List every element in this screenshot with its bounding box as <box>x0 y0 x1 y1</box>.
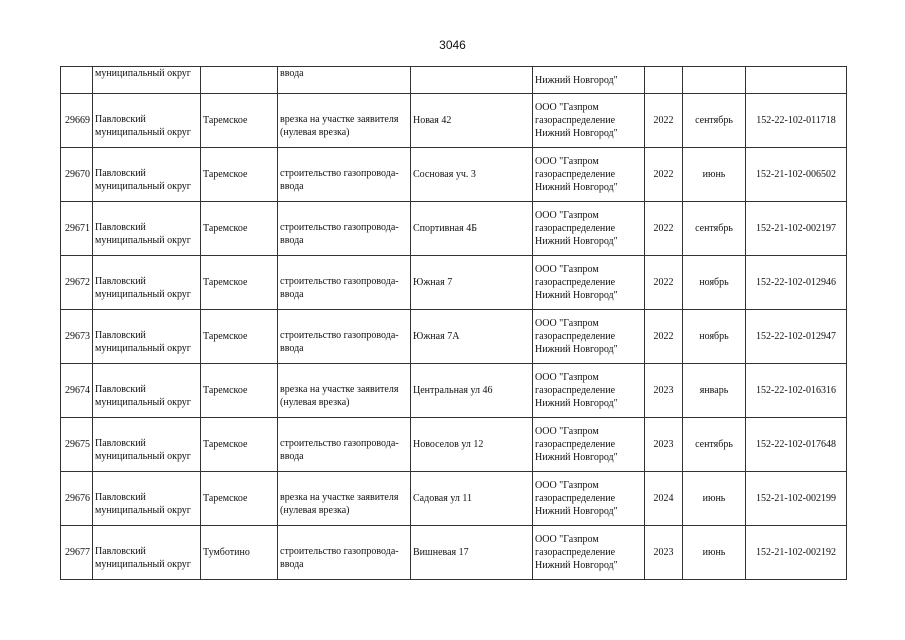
settlement-cell-text: Таремское <box>203 223 248 234</box>
row-number <box>61 310 93 364</box>
code-cell <box>746 526 847 580</box>
row-number <box>61 256 93 310</box>
settlement-cell <box>201 472 278 526</box>
year-cell <box>645 202 683 256</box>
month-cell <box>683 94 746 148</box>
address-cell-text: Сосновая уч. 3 <box>413 169 476 180</box>
work-type-cell-text: строительство газопровода- ввода <box>280 329 399 354</box>
settlement-cell <box>201 202 278 256</box>
work-type-cell <box>278 472 411 526</box>
work-type-cell-text: врезка на участке заявителя (нулевая врезка) <box>280 383 399 408</box>
code-cell <box>746 148 847 202</box>
work-type-cell <box>278 256 411 310</box>
row-number-text: 29676 <box>65 493 90 504</box>
table-row <box>61 202 847 256</box>
organization-cell <box>533 526 645 580</box>
month-cell-text: январь <box>699 385 729 396</box>
code-cell-text: 152-22-102-011718 <box>756 115 836 126</box>
settlement-cell-text: Таремское <box>203 493 248 504</box>
settlement-cell <box>201 418 278 472</box>
address-cell <box>411 418 533 472</box>
month-cell <box>683 418 746 472</box>
table-row-continued <box>61 67 847 94</box>
organization-cell <box>533 202 645 256</box>
year-cell-text: 2022 <box>653 223 674 234</box>
year-cell <box>645 310 683 364</box>
month-cell-text: ноябрь <box>699 277 729 288</box>
district-cell-text: Павловский муниципальный округ <box>95 275 191 300</box>
address-cell-text: Садовая ул 11 <box>413 493 473 504</box>
table-row <box>61 256 847 310</box>
row-number <box>61 67 93 94</box>
district-cell <box>93 310 201 364</box>
address-cell-text: Вишневая 17 <box>413 547 469 558</box>
year-cell <box>645 364 683 418</box>
organization-cell-text: ООО "Газпром газораспределение Нижний Новгород" <box>535 102 618 139</box>
work-type-cell-text: строительство газопровода- ввода <box>280 545 399 570</box>
row-number-text: 29669 <box>65 115 90 126</box>
district-cell-text: Павловский муниципальный округ <box>95 491 191 516</box>
table-row <box>61 364 847 418</box>
organization-cell-text: ООО "Газпром газораспределение Нижний Новгород" <box>535 426 618 463</box>
district-cell <box>93 364 201 418</box>
month-cell <box>683 256 746 310</box>
code-cell-text: 152-22-102-016316 <box>756 385 836 396</box>
settlement-cell-text: Таремское <box>203 115 248 126</box>
settlement-cell <box>201 148 278 202</box>
address-cell <box>411 526 533 580</box>
address-cell <box>411 148 533 202</box>
registry-table <box>60 66 847 580</box>
table-row <box>61 472 847 526</box>
month-cell-text: ноябрь <box>699 331 729 342</box>
row-number-text: 29675 <box>65 439 90 450</box>
row-number <box>61 364 93 418</box>
district-cell <box>93 202 201 256</box>
work-type-cell-text: строительство газопровода- ввода <box>280 167 399 192</box>
work-type-cell-text: врезка на участке заявителя (нулевая врезка) <box>280 113 399 138</box>
district-cell <box>93 472 201 526</box>
settlement-cell-text: Таремское <box>203 169 248 180</box>
code-cell <box>746 310 847 364</box>
work-type-cell: ввода <box>278 67 411 94</box>
district-cell-text: Павловский муниципальный округ <box>95 221 191 246</box>
code-cell-text: 152-21-102-006502 <box>756 169 836 180</box>
address-cell <box>411 202 533 256</box>
table-row <box>61 94 847 148</box>
district-cell-text: Павловский муниципальный округ <box>95 437 191 462</box>
year-cell-text: 2022 <box>653 115 674 126</box>
address-cell-text: Новоселов ул 12 <box>413 439 484 450</box>
table-row <box>61 148 847 202</box>
work-type-cell <box>278 310 411 364</box>
month-cell-text: сентябрь <box>695 439 733 450</box>
code-cell-text: 152-21-102-002197 <box>756 223 836 234</box>
code-cell-text: 152-22-102-012947 <box>756 331 836 342</box>
settlement-cell <box>201 94 278 148</box>
month-cell <box>683 148 746 202</box>
year-cell-text: 2022 <box>653 169 674 180</box>
month-cell <box>683 67 746 94</box>
year-cell <box>645 526 683 580</box>
district-cell: муниципальный округ <box>93 67 201 94</box>
row-number-text: 29673 <box>65 331 90 342</box>
code-cell-text: 152-22-102-012946 <box>756 277 836 288</box>
organization-cell <box>533 256 645 310</box>
organization-cell-text: ООО "Газпром газораспределение Нижний Новгород" <box>535 156 618 193</box>
settlement-cell-text: Таремское <box>203 277 248 288</box>
month-cell <box>683 364 746 418</box>
work-type-cell-text: врезка на участке заявителя (нулевая врезка) <box>280 491 399 516</box>
work-type-cell <box>278 418 411 472</box>
district-cell <box>93 94 201 148</box>
organization-cell-text: ООО "Газпром газораспределение Нижний Новгород" <box>535 534 618 571</box>
district-cell <box>93 256 201 310</box>
code-cell-text: 152-21-102-002192 <box>756 547 836 558</box>
year-cell-text: 2023 <box>653 439 674 450</box>
code-cell-text: 152-21-102-002199 <box>756 493 836 504</box>
organization-cell: Нижний Новгород" <box>533 67 645 94</box>
district-cell-text: Павловский муниципальный округ <box>95 329 191 354</box>
year-cell <box>645 67 683 94</box>
organization-cell <box>533 418 645 472</box>
work-type-cell <box>278 526 411 580</box>
row-number <box>61 148 93 202</box>
code-cell <box>746 202 847 256</box>
district-cell-text: Павловский муниципальный округ <box>95 113 191 138</box>
code-cell-text: 152-22-102-017648 <box>756 439 836 450</box>
organization-cell-text: ООО "Газпром газораспределение Нижний Новгород" <box>535 318 618 355</box>
district-cell-text: Павловский муниципальный округ <box>95 383 191 408</box>
year-cell-text: 2023 <box>653 547 674 558</box>
organization-cell <box>533 364 645 418</box>
table-row <box>61 418 847 472</box>
code-cell <box>746 67 847 94</box>
month-cell-text: сентябрь <box>695 115 733 126</box>
page-number: 3046 <box>439 38 466 52</box>
month-cell <box>683 526 746 580</box>
year-cell-text: 2022 <box>653 331 674 342</box>
settlement-cell-text: Тумботино <box>203 547 250 558</box>
district-cell-text: Павловский муниципальный округ <box>95 167 191 192</box>
work-type-cell <box>278 148 411 202</box>
work-type-cell-text: строительство газопровода- ввода <box>280 221 399 246</box>
settlement-cell <box>201 67 278 94</box>
year-cell <box>645 472 683 526</box>
year-cell <box>645 256 683 310</box>
work-type-cell <box>278 364 411 418</box>
address-cell <box>411 310 533 364</box>
table-row <box>61 310 847 364</box>
month-cell-text: июнь <box>702 169 726 180</box>
organization-cell-text: ООО "Газпром газораспределение Нижний Новгород" <box>535 372 618 409</box>
district-cell <box>93 526 201 580</box>
settlement-cell <box>201 526 278 580</box>
district-cell <box>93 148 201 202</box>
settlement-cell-text: Таремское <box>203 331 248 342</box>
month-cell <box>683 202 746 256</box>
work-type-cell-text: строительство газопровода- ввода <box>280 275 399 300</box>
month-cell-text: июнь <box>702 547 726 558</box>
address-cell <box>411 94 533 148</box>
month-cell <box>683 472 746 526</box>
work-type-cell <box>278 94 411 148</box>
code-cell <box>746 472 847 526</box>
organization-cell <box>533 148 645 202</box>
row-number-text: 29677 <box>65 547 90 558</box>
code-cell <box>746 94 847 148</box>
settlement-cell-text: Таремское <box>203 385 248 396</box>
address-cell-text: Центральная ул 46 <box>413 385 493 396</box>
code-cell <box>746 364 847 418</box>
row-number-text: 29672 <box>65 277 90 288</box>
row-number <box>61 94 93 148</box>
row-number <box>61 202 93 256</box>
organization-cell-text: ООО "Газпром газораспределение Нижний Новгород" <box>535 480 618 517</box>
settlement-cell <box>201 256 278 310</box>
code-cell <box>746 418 847 472</box>
district-cell-text: Павловский муниципальный округ <box>95 545 191 570</box>
row-number-text: 29674 <box>65 385 90 396</box>
address-cell-text: Спортивная 4Б <box>413 223 477 234</box>
organization-cell-text: ООО "Газпром газораспределение Нижний Новгород" <box>535 264 618 301</box>
month-cell-text: сентябрь <box>695 223 733 234</box>
address-cell-text: Южная 7А <box>413 331 460 342</box>
address-cell <box>411 364 533 418</box>
year-cell <box>645 148 683 202</box>
row-number-text: 29671 <box>65 223 90 234</box>
month-cell <box>683 310 746 364</box>
address-cell <box>411 256 533 310</box>
work-type-cell-text: строительство газопровода- ввода <box>280 437 399 462</box>
row-number-text: 29670 <box>65 169 90 180</box>
settlement-cell <box>201 364 278 418</box>
address-cell-text: Южная 7 <box>413 277 453 288</box>
year-cell <box>645 418 683 472</box>
table-row <box>61 526 847 580</box>
year-cell-text: 2024 <box>653 493 674 504</box>
address-cell-text: Новая 42 <box>413 115 452 126</box>
settlement-cell <box>201 310 278 364</box>
address-cell <box>411 67 533 94</box>
row-number <box>61 526 93 580</box>
month-cell-text: июнь <box>702 493 726 504</box>
organization-cell-text: ООО "Газпром газораспределение Нижний Новгород" <box>535 210 618 247</box>
work-type-cell <box>278 202 411 256</box>
row-number <box>61 472 93 526</box>
organization-cell <box>533 472 645 526</box>
settlement-cell-text: Таремское <box>203 439 248 450</box>
code-cell <box>746 256 847 310</box>
district-cell <box>93 418 201 472</box>
address-cell <box>411 472 533 526</box>
row-number <box>61 418 93 472</box>
year-cell-text: 2023 <box>653 385 674 396</box>
year-cell-text: 2022 <box>653 277 674 288</box>
year-cell <box>645 94 683 148</box>
organization-cell <box>533 94 645 148</box>
organization-cell <box>533 310 645 364</box>
